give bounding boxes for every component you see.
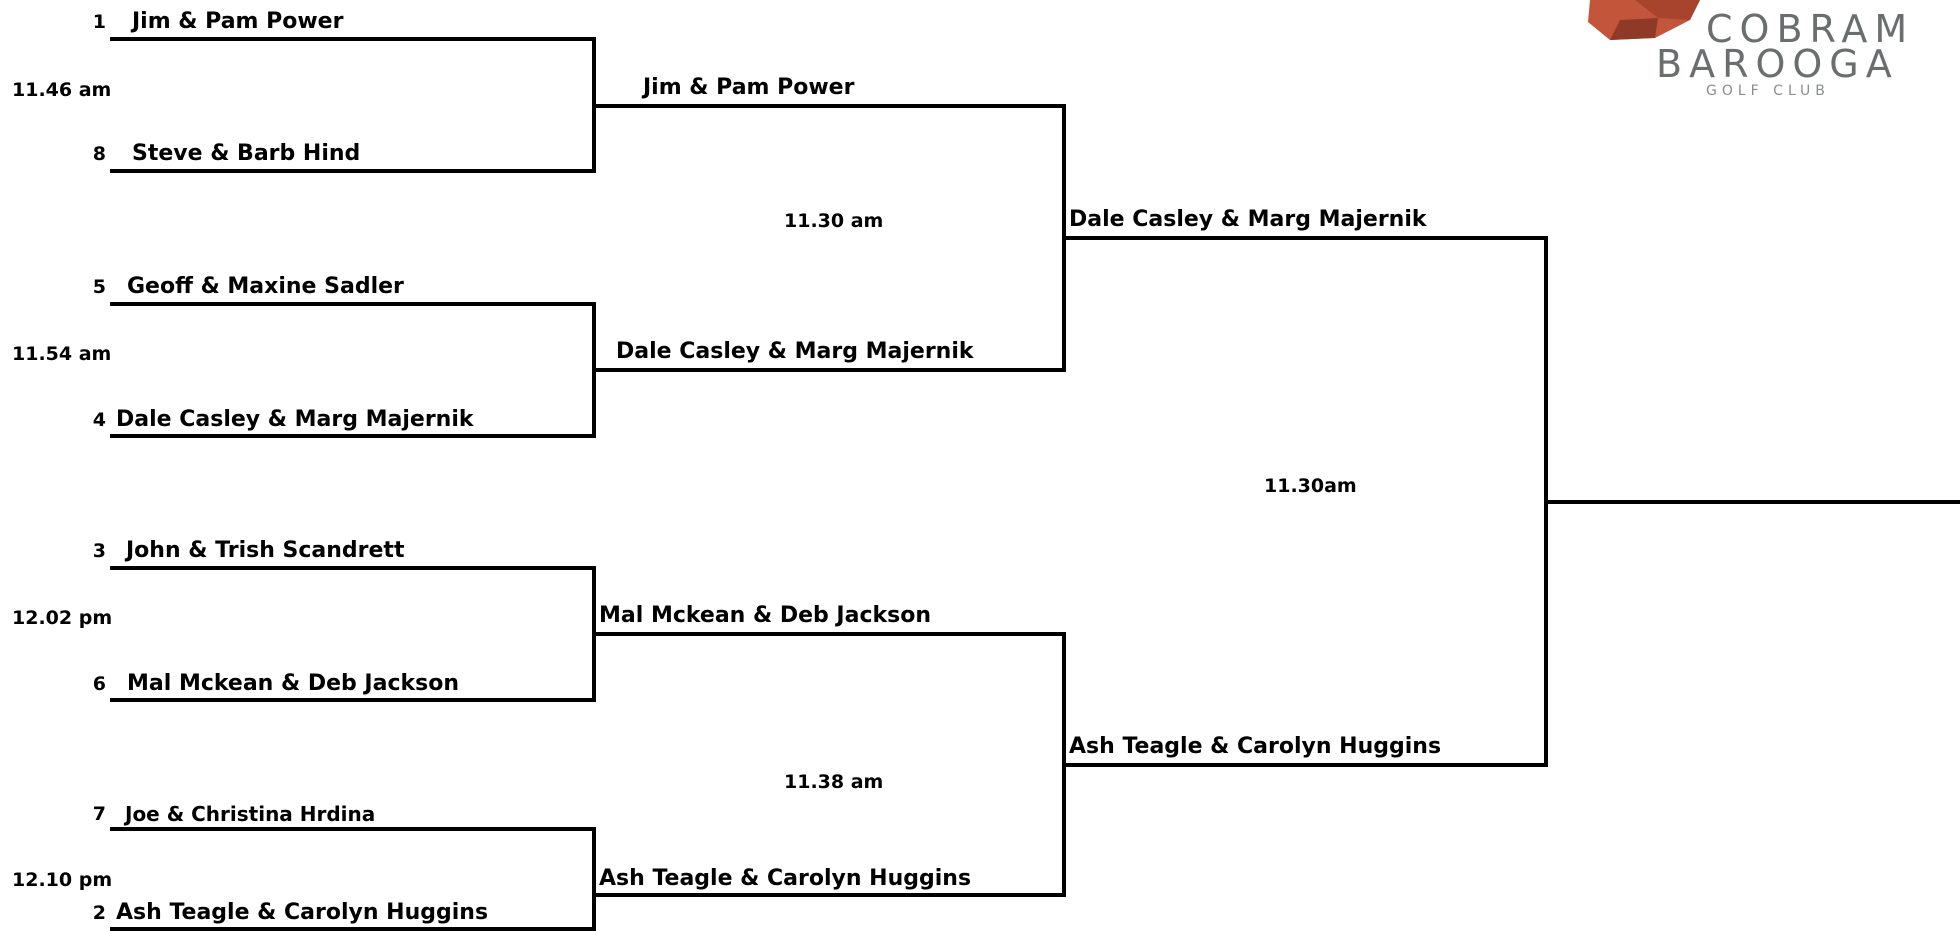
logo-line3: GOLF CLUB — [1706, 83, 1830, 99]
winner-line — [1544, 500, 1960, 504]
bracket-line — [110, 698, 596, 702]
logo-line1: COBRAM — [1706, 7, 1915, 51]
bracket-line — [592, 893, 1066, 897]
bracket-line — [110, 927, 596, 931]
team-name: Joe & Christina Hrdina — [125, 802, 376, 826]
team-name: Dale Casley & Marg Majernik — [1069, 207, 1427, 232]
bracket-line — [1062, 763, 1548, 767]
match-time: 11.38 am — [784, 771, 884, 793]
match-time: 11.30 am — [784, 210, 884, 232]
match-time: 11.30am — [1264, 475, 1357, 497]
seed-number: 8 — [92, 143, 106, 165]
bracket-line — [1062, 236, 1548, 240]
bracket-line — [110, 169, 596, 173]
seed-number: 7 — [92, 803, 106, 825]
team-name: Geoff & Maxine Sadler — [127, 274, 404, 299]
bracket-line — [592, 632, 1066, 636]
seed-number: 5 — [92, 276, 106, 298]
bracket-line — [110, 37, 596, 41]
team-name: Dale Casley & Marg Majernik — [116, 407, 474, 432]
logo-line2: BAROOGA — [1656, 42, 1899, 86]
seed-number: 2 — [92, 902, 106, 924]
bracket-line — [110, 566, 596, 570]
match-time: 11.54 am — [12, 343, 112, 365]
bracket-line — [592, 368, 1066, 372]
team-name: John & Trish Scandrett — [126, 538, 405, 563]
match-time: 12.02 pm — [12, 607, 113, 629]
team-name: Dale Casley & Marg Majernik — [616, 339, 974, 364]
match-time: 11.46 am — [12, 79, 112, 101]
match-time: 12.10 pm — [12, 869, 113, 891]
team-name: Jim & Pam Power — [643, 75, 855, 100]
team-name: Steve & Barb Hind — [132, 141, 361, 166]
team-name: Ash Teagle & Carolyn Huggins — [1069, 734, 1442, 759]
team-name: Jim & Pam Power — [132, 9, 344, 34]
logo-rock-icon — [1580, 0, 1710, 42]
team-name: Mal Mckean & Deb Jackson — [599, 603, 932, 628]
seed-number: 4 — [92, 409, 106, 431]
seed-number: 1 — [92, 11, 106, 33]
team-name: Ash Teagle & Carolyn Huggins — [599, 866, 972, 891]
bracket-line — [110, 827, 596, 831]
seed-number: 6 — [92, 673, 106, 695]
bracket-line — [110, 302, 596, 306]
seed-number: 3 — [92, 540, 106, 562]
team-name: Mal Mckean & Deb Jackson — [127, 671, 460, 696]
bracket-line — [110, 434, 596, 438]
bracket-connector — [592, 827, 596, 931]
team-name: Ash Teagle & Carolyn Huggins — [116, 900, 489, 925]
bracket-line — [592, 104, 1066, 108]
